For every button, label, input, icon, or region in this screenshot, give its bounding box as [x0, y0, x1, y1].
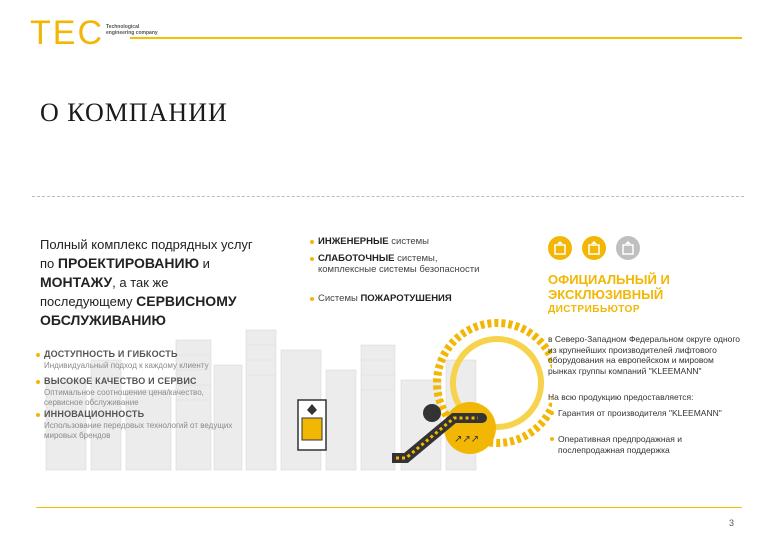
elevator-icon: [582, 236, 606, 260]
distributor-line-3: ДИСТРИБЬЮТОР: [548, 304, 640, 315]
elevator-icon: [298, 400, 326, 450]
bullet-icon: [550, 437, 554, 441]
logo-tagline: [106, 24, 158, 36]
bullet-icon: [310, 240, 314, 244]
system-item: СЛАБОТОЧНЫЕ системы, комплексные системы безопасности: [318, 253, 488, 275]
bullet-icon: [550, 411, 554, 415]
feature-title: ВЫСОКОЕ КАЧЕСТВО И СЕРВИС: [44, 376, 197, 386]
svg-text:↗↗↗: ↗↗↗: [454, 434, 480, 445]
decorative-arcs: [392, 318, 552, 468]
feature-title: ИННОВАЦИОННОСТЬ: [44, 409, 145, 419]
distributor-description: в Северо-Западном Федеральном округе одного из крупнейших производителей лифтового оборудования на европейском и мировом рынках группы компаний "KLEEMANN": [548, 334, 741, 376]
intro-line-2: по ПРОЕКТИРОВАНИЮ и: [40, 255, 210, 271]
intro-line-4: последующему СЕРВИСНОМУ: [40, 293, 237, 309]
feature-item: [44, 376, 244, 408]
system-item: Системы ПОЖАРОТУШЕНИЯ: [318, 293, 488, 304]
header-divider: [130, 37, 742, 39]
feature-desc: Оптимальное соотношение цена/качество, сервисное обслуживание: [44, 388, 204, 407]
feature-item: [44, 409, 244, 441]
feature-item: [44, 349, 244, 371]
footer-divider: [36, 507, 742, 508]
provide-item: Гарантия от производителя "KLEEMANN": [558, 408, 743, 419]
logo-text: TEC: [30, 14, 104, 52]
provide-item: Оперативная предпродажная и послепродажная поддержка: [558, 434, 743, 455]
feature-desc: Использование передовых технологий от ведущих мировых брендов: [44, 421, 233, 440]
elevator-icon: [548, 236, 572, 260]
bullet-icon: [310, 257, 314, 261]
page-number: 3: [729, 518, 735, 528]
section-divider: [32, 196, 744, 197]
logo-tagline-1: Technological: [106, 24, 140, 30]
system-item: ИНЖЕНЕРНЫЕ системы: [318, 236, 488, 247]
bullet-icon: [36, 353, 40, 357]
bullet-icon: [310, 297, 314, 301]
logo-tagline-2: engineering company: [106, 30, 158, 36]
page-title: О КОМПАНИИ: [40, 98, 228, 127]
intro-line-1: Полный комплекс подрядных услуг: [40, 237, 253, 252]
bullet-icon: [36, 380, 40, 384]
elevator-icon: [616, 236, 640, 260]
intro-text: [40, 236, 290, 330]
distributor-heading: [548, 272, 748, 317]
distributor-line-2: ЭКСКЛЮЗИВНЫЙ: [548, 287, 664, 302]
intro-line-3: МОНТАЖУ, а так же: [40, 274, 169, 290]
distributor-line-1: ОФИЦИАЛЬНЫЙ И: [548, 272, 670, 287]
feature-desc: Индивидуальный подход к каждому клиенту: [44, 361, 209, 370]
bullet-icon: [36, 413, 40, 417]
feature-title: ДОСТУПНОСТЬ И ГИБКОСТЬ: [44, 349, 178, 359]
provides-label: На всю продукцию предоставляется:: [548, 392, 694, 402]
intro-line-5: ОБСЛУЖИВАНИЮ: [40, 312, 166, 328]
